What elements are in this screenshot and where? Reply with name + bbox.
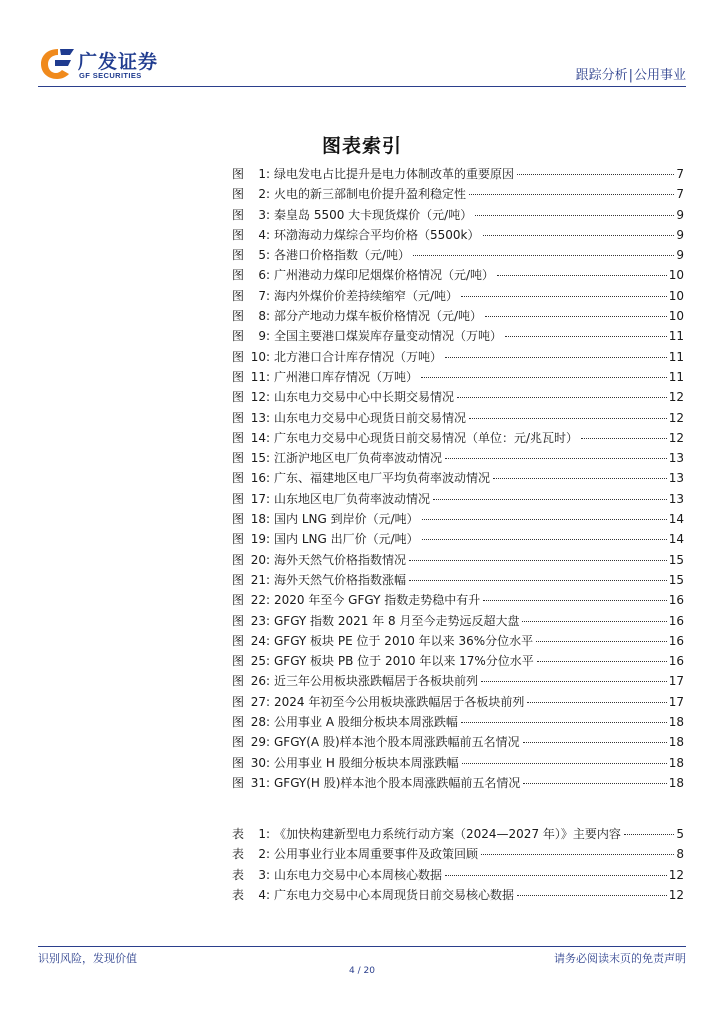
- dot-leader: [457, 397, 667, 398]
- figure-page-number: 10: [668, 288, 684, 303]
- dot-leader: [505, 336, 667, 337]
- table-number: 2:: [258, 847, 270, 862]
- figure-prefix: 图: [232, 207, 245, 222]
- figure-prefix: 图: [232, 735, 245, 750]
- figure-label: [232, 367, 270, 387]
- figure-prefix: 图: [232, 532, 245, 547]
- dot-leader: [581, 438, 667, 439]
- page-number: 4 / 20: [349, 966, 375, 976]
- figure-prefix: 图: [232, 715, 245, 730]
- figure-page-number: 9: [676, 227, 684, 242]
- figure-prefix: 图: [232, 268, 245, 283]
- figure-entry[interactable]: [232, 367, 684, 387]
- figure-prefix: 图: [232, 613, 245, 628]
- dot-leader: [422, 519, 667, 520]
- figure-entry[interactable]: [232, 550, 684, 570]
- figure-prefix: 图: [232, 775, 245, 790]
- figure-title: 广州港口库存情况（万吨）: [274, 369, 419, 384]
- table-page-number: 8: [676, 847, 684, 862]
- table-number: 3:: [258, 867, 270, 882]
- figure-label: [232, 489, 270, 509]
- footer-disclaimer-note: 请务必阅读末页的免责声明: [554, 952, 686, 965]
- figure-page-number: 16: [668, 613, 684, 628]
- figure-prefix: 图: [232, 227, 245, 242]
- logo-english-text: GF SECURITIES: [79, 71, 142, 80]
- figure-title: 国内 LNG 出厂价（元/吨）: [274, 532, 419, 547]
- header-divider: [38, 86, 686, 87]
- figure-prefix: 图: [232, 410, 245, 425]
- figure-prefix: 图: [232, 248, 245, 263]
- dot-leader: [522, 621, 666, 622]
- figure-entry[interactable]: [232, 529, 684, 549]
- figure-entry[interactable]: [232, 164, 684, 184]
- figure-page-number: 15: [668, 572, 684, 587]
- figure-number: 17:: [250, 491, 270, 506]
- figure-label: [232, 448, 270, 468]
- dot-leader: [523, 783, 666, 784]
- figure-prefix: 图: [232, 369, 245, 384]
- figure-prefix: 图: [232, 755, 245, 770]
- figure-number: 25:: [250, 654, 270, 669]
- figure-title: 公用事业 A 股细分板块本周涨跌幅: [274, 715, 458, 730]
- figure-prefix: 图: [232, 451, 245, 466]
- table-number: 4:: [258, 887, 270, 902]
- figure-number: 6:: [258, 268, 270, 283]
- figure-entry[interactable]: [232, 184, 684, 204]
- figure-entry[interactable]: [232, 326, 684, 346]
- report-industry: 公用事业: [633, 68, 686, 83]
- figure-title: 海内外煤价价差持续缩窄（元/吨）: [274, 288, 459, 303]
- figure-entry[interactable]: [232, 489, 684, 509]
- dot-leader: [523, 742, 667, 743]
- dot-leader: [409, 580, 667, 581]
- figure-prefix: 图: [232, 309, 245, 324]
- figure-label: [232, 326, 270, 346]
- figure-label: [232, 570, 270, 590]
- figure-number: 27:: [250, 694, 270, 709]
- dot-leader: [497, 275, 667, 276]
- figure-page-number: 16: [668, 633, 684, 648]
- figure-entry[interactable]: [232, 448, 684, 468]
- report-category: [576, 64, 686, 83]
- figure-title: 北方港口合计库存情况（万吨）: [274, 349, 443, 364]
- company-logo: [38, 46, 198, 82]
- table-entry[interactable]: [232, 865, 684, 885]
- figure-page-number: 17: [668, 694, 684, 709]
- figure-page-number: 12: [668, 430, 684, 445]
- table-page-number: 12: [668, 867, 684, 882]
- figure-page-number: 14: [668, 532, 684, 547]
- figure-label: [232, 550, 270, 570]
- figure-title: 山东电力交易中心现货日前交易情况: [274, 410, 467, 425]
- dot-leader: [409, 560, 667, 561]
- figure-entry[interactable]: [232, 651, 684, 671]
- figure-label: [232, 509, 270, 529]
- figure-label: [232, 428, 270, 448]
- figure-entry[interactable]: [232, 347, 684, 367]
- figure-prefix: 图: [232, 694, 245, 709]
- figure-title: 广东电力交易中心现货日前交易情况（单位：元/兆瓦时）: [274, 430, 579, 445]
- figure-number: 28:: [250, 715, 270, 730]
- figure-number: 30:: [250, 755, 270, 770]
- header-separator: |: [628, 68, 633, 83]
- figure-label: [232, 671, 270, 691]
- figure-entry[interactable]: [232, 732, 684, 752]
- figure-entry[interactable]: [232, 671, 684, 691]
- figure-number: 21:: [250, 572, 270, 587]
- table-title: 公用事业行业本周重要事件及政策回顾: [274, 847, 479, 862]
- table-prefix: 表: [232, 887, 245, 902]
- dot-leader: [469, 418, 667, 419]
- figure-index-list: [232, 164, 684, 793]
- figure-number: 19:: [250, 532, 270, 547]
- figure-label: [232, 306, 270, 326]
- figure-title: 各港口价格指数（元/吨）: [274, 248, 411, 263]
- dot-leader: [445, 458, 667, 459]
- figure-title: 绿电发电占比提升是电力体制改革的重要原因: [274, 167, 515, 181]
- figure-number: 31:: [250, 775, 270, 790]
- figure-page-number: 11: [668, 349, 684, 364]
- figure-title: 海外天然气价格指数涨幅: [274, 572, 407, 587]
- figure-entry[interactable]: [232, 753, 684, 773]
- dot-leader: [469, 194, 674, 195]
- figure-page-number: 18: [668, 755, 684, 770]
- table-number: 1:: [258, 827, 270, 841]
- figure-prefix: 图: [232, 329, 245, 344]
- figure-page-number: 9: [676, 248, 684, 263]
- figure-title: 2024 年初至今公用板块涨跌幅居于各板块前列: [274, 694, 525, 709]
- figure-page-number: 7: [676, 187, 684, 202]
- figure-title: 海外天然气价格指数情况: [274, 552, 407, 567]
- figure-entry[interactable]: [232, 570, 684, 590]
- figure-page-number: 14: [668, 512, 684, 527]
- figure-prefix: 图: [232, 572, 245, 587]
- table-page-number: 12: [668, 887, 684, 902]
- figure-number: 16:: [250, 471, 270, 486]
- table-title: 《加快构建新型电力系统行动方案（2024—2027 年）》主要内容: [274, 827, 621, 841]
- page-title: 图表索引: [321, 135, 402, 157]
- figure-prefix: 图: [232, 552, 245, 567]
- figure-number: 2:: [258, 187, 270, 202]
- figure-label: [232, 631, 270, 651]
- figure-prefix: 图: [232, 288, 245, 303]
- dot-leader: [493, 478, 667, 479]
- figure-label: [232, 265, 270, 285]
- figure-number: 3:: [258, 207, 270, 222]
- figure-entry[interactable]: [232, 306, 684, 326]
- figure-page-number: 16: [668, 654, 684, 669]
- figure-label: [232, 590, 270, 610]
- figure-entry[interactable]: [232, 773, 684, 793]
- figure-label: [232, 773, 270, 793]
- figure-page-number: 17: [668, 674, 684, 689]
- figure-number: 18:: [250, 512, 270, 527]
- figure-title: 全国主要港口煤炭库存量变动情况（万吨）: [274, 329, 503, 344]
- dot-leader: [433, 499, 667, 500]
- table-label: [232, 824, 270, 844]
- figure-number: 29:: [250, 735, 270, 750]
- dot-leader: [413, 255, 674, 256]
- figure-title: 火电的新三部制电价提升盈利稳定性: [274, 187, 467, 202]
- figure-prefix: 图: [232, 167, 245, 181]
- figure-label: [232, 286, 270, 306]
- figure-entry[interactable]: [232, 286, 684, 306]
- report-section: 跟踪分析: [575, 68, 628, 83]
- figure-number: 5:: [258, 248, 270, 263]
- figure-number: 1:: [258, 167, 270, 181]
- dot-leader: [537, 661, 667, 662]
- table-index-list: [232, 824, 684, 905]
- logo-chinese-text: 广发证券: [78, 51, 159, 73]
- figure-prefix: 图: [232, 349, 245, 364]
- figure-number: 12:: [250, 390, 270, 405]
- figure-title: 近三年公用板块涨跌幅居于各板块前列: [274, 674, 479, 689]
- figure-page-number: 18: [668, 735, 684, 750]
- figure-title: 环渤海动力煤综合平均价格（5500k）: [274, 227, 480, 242]
- figure-page-number: 18: [668, 775, 684, 790]
- dot-leader: [517, 895, 667, 896]
- figure-prefix: 图: [232, 491, 245, 506]
- dot-leader: [485, 316, 667, 317]
- figure-page-number: 12: [668, 410, 684, 425]
- figure-page-number: 12: [668, 390, 684, 405]
- figure-label: [232, 205, 270, 225]
- figure-page-number: 15: [668, 552, 684, 567]
- figure-page-number: 10: [668, 309, 684, 324]
- dot-leader: [483, 235, 675, 236]
- table-prefix: 表: [232, 867, 245, 882]
- table-entry[interactable]: [232, 844, 684, 864]
- figure-entry[interactable]: [232, 387, 684, 407]
- figure-title: 广州港动力煤印尼烟煤价格情况（元/吨）: [274, 268, 495, 283]
- figure-label: [232, 611, 270, 631]
- figure-title: GFGY 指数 2021 年 8 月至今走势远反超大盘: [274, 613, 520, 628]
- figure-entry[interactable]: [232, 225, 684, 245]
- figure-label: [232, 225, 270, 245]
- table-prefix: 表: [232, 827, 245, 841]
- figure-number: 7:: [258, 288, 270, 303]
- figure-entry[interactable]: [232, 468, 684, 488]
- figure-label: [232, 387, 270, 407]
- figure-label: [232, 651, 270, 671]
- figure-number: 4:: [258, 227, 270, 242]
- figure-page-number: 13: [668, 491, 684, 506]
- dot-leader: [483, 600, 667, 601]
- figure-number: 24:: [250, 633, 270, 648]
- dot-leader: [475, 215, 674, 216]
- dot-leader: [422, 539, 667, 540]
- figure-entry[interactable]: [232, 509, 684, 529]
- figure-label: [232, 164, 270, 184]
- figure-label: [232, 753, 270, 773]
- footer-slogan: 识别风险，发现价值: [38, 952, 137, 965]
- figure-title: GFGY(A 股)样本池个股本周涨跌幅前五名情况: [274, 735, 520, 750]
- figure-prefix: 图: [232, 512, 245, 527]
- figure-entry[interactable]: [232, 245, 684, 265]
- figure-number: 9:: [258, 329, 270, 344]
- figure-number: 26:: [250, 674, 270, 689]
- table-page-number: 5: [676, 827, 684, 841]
- figure-title: 秦皇岛 5500 大卡现货煤价（元/吨）: [274, 207, 473, 222]
- figure-entry[interactable]: [232, 428, 684, 448]
- figure-prefix: 图: [232, 593, 245, 608]
- table-label: [232, 885, 270, 905]
- figure-entry[interactable]: [232, 712, 684, 732]
- figure-title: 江浙沪地区电厂负荷率波动情况: [274, 451, 443, 466]
- figure-number: 8:: [258, 309, 270, 324]
- figure-title: 山东电力交易中心中长期交易情况: [274, 390, 455, 405]
- figure-page-number: 11: [668, 329, 684, 344]
- figure-prefix: 图: [232, 390, 245, 405]
- figure-entry[interactable]: [232, 631, 684, 651]
- figure-number: 13:: [250, 410, 270, 425]
- figure-label: [232, 468, 270, 488]
- figure-number: 20:: [250, 552, 270, 567]
- dot-leader: [536, 641, 667, 642]
- figure-title: 公用事业 H 股细分板块本周涨跌幅: [274, 755, 459, 770]
- page-header: [0, 0, 724, 90]
- figure-page-number: 13: [668, 471, 684, 486]
- figure-page-number: 7: [676, 167, 684, 181]
- dot-leader: [462, 763, 667, 764]
- figure-label: [232, 347, 270, 367]
- figure-number: 10:: [250, 349, 270, 364]
- figure-label: [232, 245, 270, 265]
- figure-entry[interactable]: [232, 590, 684, 610]
- figure-entry[interactable]: [232, 205, 684, 225]
- figure-page-number: 9: [676, 207, 684, 222]
- figure-number: 14:: [250, 430, 270, 445]
- figure-prefix: 图: [232, 471, 245, 486]
- dot-leader: [421, 377, 667, 378]
- dot-leader: [461, 722, 667, 723]
- figure-title: 广东、福建地区电厂平均负荷率波动情况: [274, 471, 491, 486]
- gf-logo-icon: [38, 46, 76, 82]
- table-label: [232, 844, 270, 864]
- table-title: 广东电力交易中心本周现货日前交易核心数据: [274, 887, 515, 902]
- table-entry[interactable]: [232, 885, 684, 905]
- figure-label: [232, 184, 270, 204]
- figure-number: 22:: [250, 593, 270, 608]
- figure-page-number: 13: [668, 451, 684, 466]
- figure-entry[interactable]: [232, 408, 684, 428]
- figure-title: GFGY(H 股)样本池个股本周涨跌幅前五名情况: [274, 775, 521, 790]
- figure-title: 部分产地动力煤车板价格情况（元/吨）: [274, 309, 483, 324]
- footer-divider: [38, 946, 686, 947]
- figure-page-number: 18: [668, 715, 684, 730]
- dot-leader: [527, 702, 666, 703]
- figure-entry[interactable]: [232, 692, 684, 712]
- figure-title: GFGY 板块 PE 位于 2010 年以来 36%分位水平: [274, 633, 534, 648]
- figure-title: 山东地区电厂负荷率波动情况: [274, 491, 431, 506]
- figure-prefix: 图: [232, 674, 245, 689]
- figure-page-number: 11: [668, 369, 684, 384]
- figure-prefix: 图: [232, 187, 245, 202]
- figure-prefix: 图: [232, 654, 245, 669]
- dot-leader: [481, 854, 674, 855]
- figure-entry[interactable]: [232, 611, 684, 631]
- figure-label: [232, 732, 270, 752]
- figure-page-number: 10: [668, 268, 684, 283]
- figure-label: [232, 529, 270, 549]
- figure-number: 11:: [250, 369, 270, 384]
- figure-number: 23:: [250, 613, 270, 628]
- dot-leader: [624, 834, 674, 835]
- figure-entry[interactable]: [232, 265, 684, 285]
- dot-leader: [445, 357, 667, 358]
- dot-leader: [481, 681, 667, 682]
- dot-leader: [445, 875, 667, 876]
- figure-label: [232, 692, 270, 712]
- table-prefix: 表: [232, 847, 245, 862]
- table-title: 山东电力交易中心本周核心数据: [274, 867, 443, 882]
- figure-title: GFGY 板块 PB 位于 2010 年以来 17%分位水平: [274, 654, 534, 669]
- figure-prefix: 图: [232, 430, 245, 445]
- figure-prefix: 图: [232, 633, 245, 648]
- figure-number: 15:: [250, 451, 270, 466]
- dot-leader: [461, 296, 667, 297]
- figure-page-number: 16: [668, 593, 684, 608]
- figure-title: 国内 LNG 到岸价（元/吨）: [274, 512, 419, 527]
- figure-label: [232, 712, 270, 732]
- figure-title: 2020 年至今 GFGY 指数走势稳中有升: [274, 593, 481, 608]
- figure-label: [232, 408, 270, 428]
- table-label: [232, 865, 270, 885]
- dot-leader: [517, 174, 674, 175]
- table-entry[interactable]: [232, 824, 684, 844]
